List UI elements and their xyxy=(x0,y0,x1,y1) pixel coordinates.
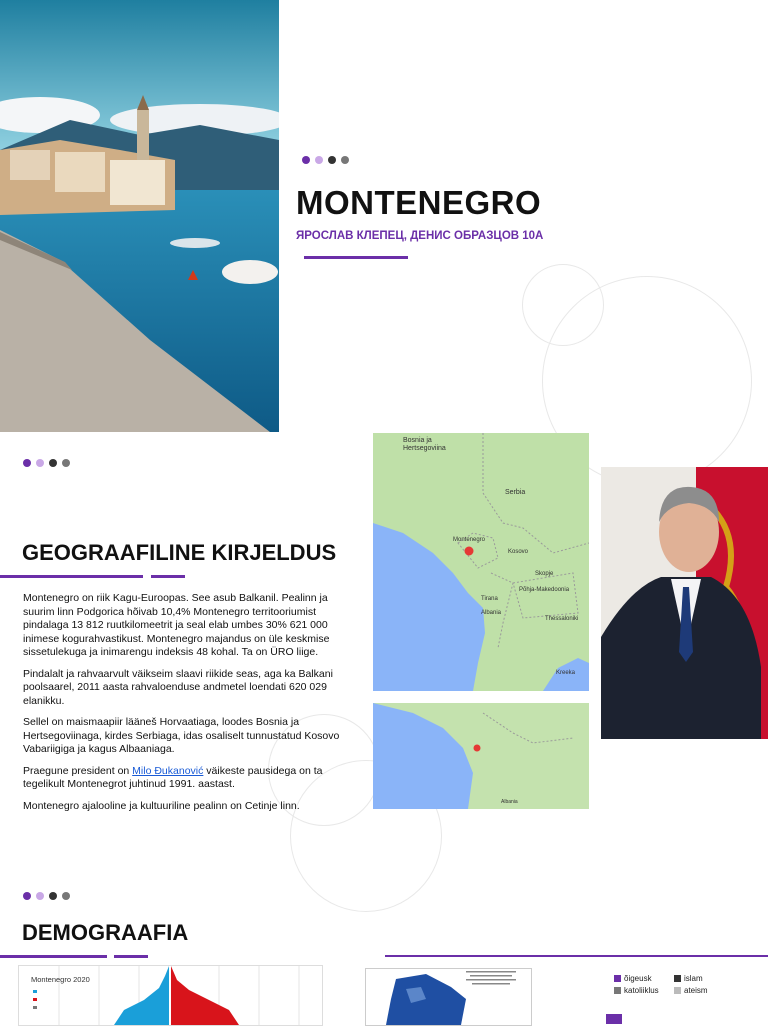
president-pre: Praegune president on xyxy=(23,764,133,777)
president-link[interactable]: Milo Đukanović xyxy=(132,764,204,777)
geo-dots xyxy=(23,459,70,467)
geo-underline xyxy=(0,575,143,578)
slide-authors: ЯРОСЛАВ КЛЕПЕЦ, ДЕНИС ОБРАЗЦОВ 10А xyxy=(296,230,544,242)
map-label-greece: Kreeka xyxy=(556,670,576,676)
map-label-thessaloniki: Thessaloniki xyxy=(545,616,579,622)
pyramid-title: Montenegro 2020 xyxy=(31,975,90,984)
title-underline xyxy=(304,256,408,259)
map-label-montenegro: Montenegro xyxy=(453,537,486,543)
legend-row xyxy=(614,985,734,997)
dot xyxy=(36,459,44,467)
map-label-north-macedonia: Põhja-Makedoonia xyxy=(519,587,570,593)
map-label-tirana: Tirana xyxy=(481,596,498,602)
map-label-albania: Albania xyxy=(481,610,502,616)
legend-label: katoliiklus xyxy=(624,986,659,995)
dot xyxy=(328,156,336,164)
dot xyxy=(49,459,57,467)
map-label-bosnia: Bosnia ja Hertsegoviina xyxy=(403,437,446,452)
legend-swatch xyxy=(614,975,621,982)
map-balkans xyxy=(373,433,589,691)
geo-heading: GEOGRAAFILINE KIRJELDUS xyxy=(22,540,337,565)
geo-paragraph: Montenegro on riik Kagu-Euroopas. See asub Balkanil. Pealinn ja suurim linn Podgorica hõivab 10,4% Montenegro territooriumist pindalaga 13 812 ruutkilomeetrit ja seal elab umbes 30% 621 000 inimese kogurahvastikust. Montenegro majandus on üle keskmise sissetulekuga ja inimarengu indeksis 48 kohal. Ta on ÜRO liige. xyxy=(23,592,330,658)
legend-label: ateism xyxy=(684,986,708,995)
dot xyxy=(315,156,323,164)
title-dots xyxy=(302,156,349,164)
population-pyramid xyxy=(18,965,323,1026)
demo-divider xyxy=(385,955,768,957)
legend-swatch xyxy=(674,987,681,994)
dot xyxy=(302,156,310,164)
geo-capital-note: Montenegro ajalooline ja kultuuriline pealinn on Cetinje linn. xyxy=(23,799,300,812)
demo-heading: DEMOGRAAFIA xyxy=(22,920,189,945)
president-photo xyxy=(601,467,768,739)
dot xyxy=(341,156,349,164)
dot xyxy=(49,892,57,900)
demo-underline xyxy=(0,955,107,958)
map-region xyxy=(373,703,589,809)
map-label-kosovo: Kosovo xyxy=(508,549,529,555)
geo-paragraph: Pindalalt ja rahvaarvult väikseim slaavi riikide seas, aga ka Balkani poolsaarel, 2011 aasta rahvaloenduse andmetel loendati 620 029 elanikku. xyxy=(23,667,333,707)
legend-label: õigeusk xyxy=(624,974,652,983)
legend-swatch xyxy=(674,975,681,982)
legend-row xyxy=(614,973,734,985)
map-label-albania-small: Albania xyxy=(501,799,518,805)
geo-president xyxy=(23,765,353,792)
geo-paragraph: Sellel on maismaapiir lääneš Horvaatiaga, loodes Bosnia ja Hertsegoviinaga, kirdes Serbiaga, idas osaliselt tunnustatud Kosovo Vabariigiga ja kagus Albaaniaga. xyxy=(23,716,340,755)
dot xyxy=(36,892,44,900)
legend-swatch xyxy=(614,987,621,994)
map-label-serbia: Serbia xyxy=(505,489,526,496)
religion-bar xyxy=(606,1014,622,1024)
president-post: väikeste pausidega on ta tegelikult Montenegrot juhtinud 1991. aastast. xyxy=(23,764,323,790)
dot xyxy=(23,892,31,900)
map-label-skopje: Skopje xyxy=(535,571,554,577)
demo-underline-short xyxy=(114,955,148,958)
slide-title: MONTENEGRO xyxy=(296,184,542,221)
geo-underline-short xyxy=(151,575,185,578)
dot xyxy=(62,459,70,467)
religion-legend xyxy=(614,973,734,997)
ethnic-map xyxy=(365,968,532,1026)
hero-photo xyxy=(0,0,279,432)
dot xyxy=(23,459,31,467)
legend-label: islam xyxy=(684,974,703,983)
dot xyxy=(62,892,70,900)
demo-dots xyxy=(23,892,70,900)
geo-text xyxy=(23,592,353,821)
